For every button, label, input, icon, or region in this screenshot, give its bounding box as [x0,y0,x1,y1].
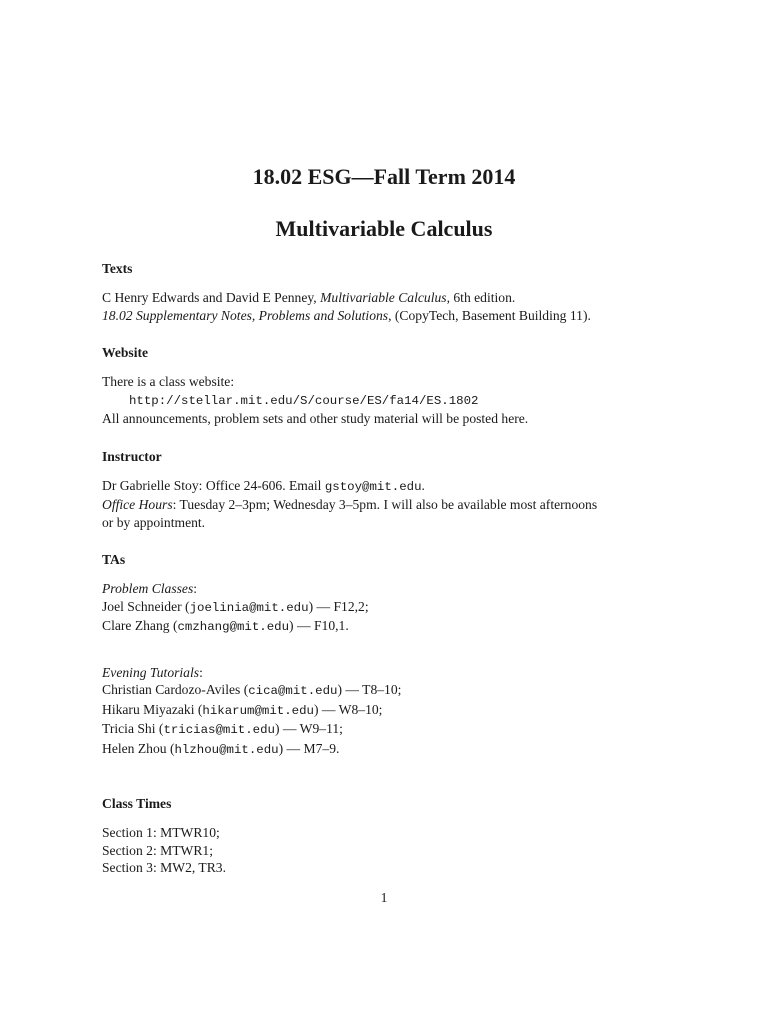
ta-email[interactable]: cmzhang@mit.edu [177,620,290,634]
ta-name: Joel Schneider ( [102,598,190,614]
tas-heading: TAs [102,552,126,567]
ta-email[interactable]: hikarum@mit.edu [202,703,314,718]
instructor-section [102,448,682,532]
ta-name: Tricia Shi ( [102,721,164,736]
ta-row [102,681,682,701]
ta-email[interactable]: cica@mit.edu [248,684,338,698]
textbook-title: Multivariable Calculus [320,290,447,305]
document-body [102,260,682,877]
ta-name: Clare Zhang ( [102,618,178,633]
website-url-line [102,391,682,411]
ta-slot: ) — M7–9. [278,740,340,756]
ta-email[interactable]: tricias@mit.edu [163,723,275,737]
website-intro: There is a class website: [102,374,235,389]
ta-slot: ) — W8–10; [313,701,383,717]
ta-name: Helen Zhou ( [102,740,175,756]
texts-heading: Texts [102,261,133,276]
notes-location: , (CopyTech, Basement Building 11). [388,307,591,323]
ta-name: Christian Cardozo-Aviles ( [102,682,249,697]
instructor-email[interactable]: gstoy@mit.edu [324,479,422,494]
ta-email[interactable]: hlzhou@mit.edu [174,742,279,757]
page-number: 1 [380,890,388,905]
evening-tutorials-colon: : [199,664,203,680]
ta-row [102,720,682,740]
textbook-edition: , 6th edition. [446,290,516,305]
class-times-section [102,795,682,877]
textbook-line [102,289,682,307]
ta-row [102,617,682,637]
office-hours-line [102,496,682,514]
ta-name: Hikaru Miyazaki ( [102,701,203,717]
evening-tutorials-label: Evening Tutorials [102,664,200,680]
problem-classes-colon: : [193,581,198,596]
page-title: 18.02 ESG—Fall Term 2014 [252,164,516,189]
office-hours-label: Office Hours [102,497,173,512]
problem-classes-label-line [102,580,682,598]
website-section [102,344,682,428]
office-hours-cont: or by appointment. [102,514,206,530]
textbook-authors: C Henry Edwards and David E Penney, [102,290,321,305]
evening-tutorials-label-line [102,664,682,682]
ta-slot: ) — F10,1. [289,618,349,633]
ta-row [102,701,682,721]
class-section-line: Section 3: MW2, TR3. [102,860,226,875]
page-subtitle: Multivariable Calculus [275,216,493,241]
tas-section [102,551,682,759]
website-heading: Website [102,345,149,360]
ta-slot: ) — T8–10; [337,682,402,697]
ta-row [102,740,682,760]
ta-slot: ) — W9–11; [274,721,343,736]
instructor-line-end: . [421,477,425,493]
ta-slot: ) — F12,2; [308,598,369,614]
class-times-heading: Class Times [102,796,172,811]
website-url[interactable]: http://stellar.mit.edu/S/course/ES/fa14/ES.1802 [129,393,479,408]
notes-title: 18.02 Supplementary Notes, Problems and Solutions [102,307,389,323]
class-section-line: Section 1: MTWR10; [102,825,220,840]
texts-section [102,260,682,324]
instructor-info: Dr Gabrielle Stoy: Office 24-606. Email [102,477,325,493]
notes-line [102,307,682,325]
website-note: All announcements, problem sets and other study material will be posted here. [102,411,529,426]
problem-classes-label: Problem Classes [102,581,194,596]
instructor-heading: Instructor [102,448,162,464]
ta-email[interactable]: joelinia@mit.edu [189,600,309,615]
ta-row [102,598,682,618]
instructor-line [102,477,682,497]
office-hours-text: : Tuesday 2–3pm; Wednesday 3–5pm. I will also be available most afternoons [172,497,598,512]
class-section-line: Section 2: MTWR1; [102,842,214,858]
